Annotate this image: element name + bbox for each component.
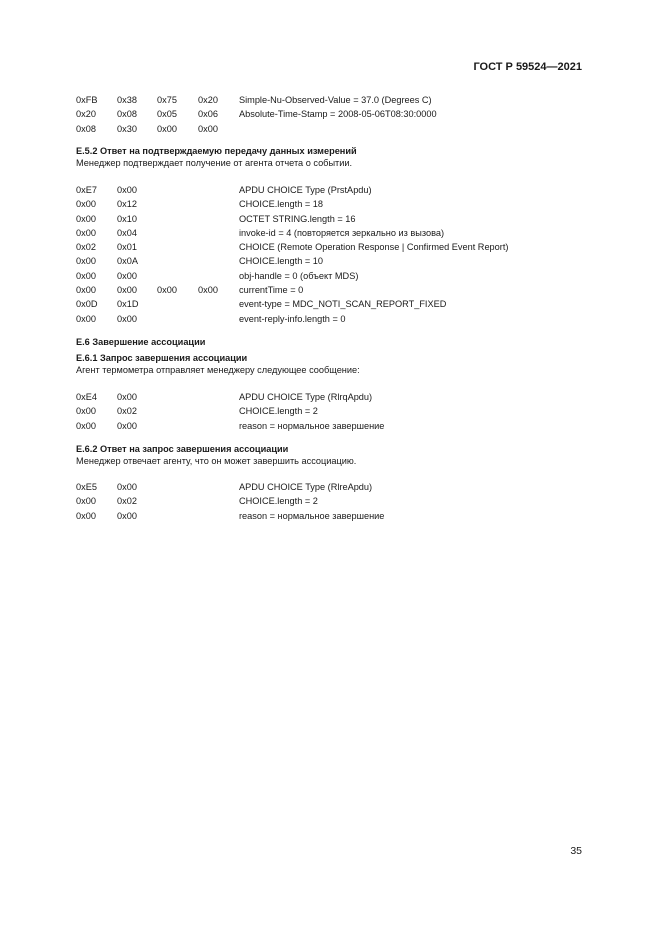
byte-value: 0x00 [117, 420, 137, 431]
field-description: CHOICE (Remote Operation Response | Confirmed Event Report) [239, 242, 509, 253]
section-e6 [76, 338, 586, 378]
subsection-heading: E.6.2 Ответ на запрос завершения ассоциации [76, 444, 289, 454]
byte-value: 0x00 [198, 123, 218, 134]
table-row [76, 125, 586, 139]
byte-value: 0x30 [117, 123, 137, 134]
field-description: reason = нормальное завершение [239, 510, 385, 521]
field-description: CHOICE.length = 2 [239, 496, 318, 507]
table-row [76, 229, 586, 243]
byte-value: 0x00 [76, 313, 96, 324]
paragraph: Менеджер подтверждает получение от агента отчета о событии. [76, 158, 353, 168]
table-row [76, 286, 586, 300]
section-e62 [76, 445, 586, 469]
byte-value: 0x00 [76, 199, 96, 210]
byte-value: 0x00 [76, 256, 96, 267]
byte-value: 0x10 [117, 213, 137, 224]
byte-value: 0x02 [76, 242, 96, 253]
byte-value: 0x00 [76, 285, 96, 296]
field-description: Absolute-Time-Stamp = 2008-05-06T08:30:0000 [239, 109, 437, 120]
table-row [76, 483, 586, 497]
table-row [76, 215, 586, 229]
field-description: APDU CHOICE Type (RlreApdu) [239, 482, 373, 492]
byte-value: 0x04 [117, 227, 137, 238]
byte-value: 0x00 [117, 185, 137, 195]
table-row [76, 186, 586, 200]
byte-value: 0x38 [117, 95, 137, 105]
field-description: CHOICE.length = 2 [239, 406, 318, 417]
byte-value: 0x00 [117, 313, 137, 324]
byte-value: 0x08 [76, 123, 96, 134]
table-row [76, 200, 586, 214]
byte-value: 0x08 [117, 109, 137, 120]
field-description: event-type = MDC_NOTI_SCAN_REPORT_FIXED [239, 299, 447, 310]
byte-value: 0x02 [117, 496, 137, 507]
section-e52 [76, 147, 586, 171]
byte-value: 0xFB [76, 95, 98, 105]
byte-value: 0x0D [76, 299, 98, 310]
table-row [76, 272, 586, 286]
byte-value: 0x00 [117, 482, 137, 492]
byte-value: 0x12 [117, 199, 137, 210]
table-row [76, 497, 586, 511]
field-description: CHOICE.length = 10 [239, 256, 324, 267]
byte-value: 0x00 [198, 285, 218, 296]
field-description: event-reply-info.length = 0 [239, 313, 346, 324]
byte-table-4 [76, 483, 586, 526]
byte-value: 0x00 [76, 270, 96, 281]
table-row [76, 243, 586, 257]
byte-value: 0x01 [117, 242, 137, 253]
table-row [76, 512, 586, 526]
paragraph: Агент термометра отправляет менеджеру следующее сообщение: [76, 365, 360, 375]
byte-value: 0x00 [157, 285, 177, 296]
table-row [76, 315, 586, 329]
section-heading: E.5.2 Ответ на подтверждаемую передачу данных измерений [76, 146, 357, 156]
field-description: reason = нормальное завершение [239, 420, 385, 431]
byte-value: 0x0A [117, 256, 138, 267]
byte-value: 0x1D [117, 299, 139, 310]
field-description: CHOICE.length = 18 [239, 199, 324, 210]
byte-value: 0x06 [198, 109, 218, 120]
byte-value: 0x00 [76, 420, 96, 431]
field-description: invoke-id = 4 (повторяется зеркально из вызова) [239, 227, 445, 238]
byte-table-1 [76, 96, 586, 139]
byte-value: 0x00 [117, 392, 137, 402]
page-number: 35 [570, 845, 582, 857]
byte-value: 0xE7 [76, 185, 97, 195]
field-description: APDU CHOICE Type (PrstApdu) [239, 185, 372, 195]
subsection-heading: E.6.1 Запрос завершения ассоциации [76, 353, 248, 363]
byte-value: 0x20 [76, 109, 96, 120]
byte-value: 0x00 [117, 285, 137, 296]
byte-value: 0x00 [76, 496, 96, 507]
byte-value: 0x75 [157, 95, 177, 105]
table-row [76, 300, 586, 314]
byte-value: 0xE5 [76, 482, 97, 492]
table-row [76, 110, 586, 124]
table-row [76, 96, 586, 110]
field-description: APDU CHOICE Type (RlrqApdu) [239, 392, 373, 402]
byte-value: 0x00 [76, 406, 96, 417]
byte-value: 0x00 [76, 227, 96, 238]
byte-value: 0xE4 [76, 392, 97, 402]
field-description: currentTime = 0 [239, 285, 304, 296]
byte-value: 0x00 [117, 510, 137, 521]
byte-value: 0x00 [76, 510, 96, 521]
field-description: OCTET STRING.length = 16 [239, 213, 356, 224]
byte-table-3 [76, 393, 586, 436]
table-row [76, 257, 586, 271]
byte-value: 0x02 [117, 406, 137, 417]
byte-value: 0x20 [198, 95, 218, 105]
byte-table-2 [76, 186, 586, 329]
section-heading: E.6 Завершение ассоциации [76, 337, 206, 347]
byte-value: 0x05 [157, 109, 177, 120]
table-row [76, 393, 586, 407]
field-description: obj-handle = 0 (объект MDS) [239, 270, 359, 281]
byte-value: 0x00 [117, 270, 137, 281]
field-description: Simple-Nu-Observed-Value = 37.0 (Degrees C) [239, 95, 432, 105]
table-row [76, 422, 586, 436]
paragraph: Менеджер отвечает агенту, что он может завершить ассоциацию. [76, 456, 357, 466]
table-row [76, 407, 586, 421]
byte-value: 0x00 [76, 213, 96, 224]
document-header: ГОСТ Р 59524—2021 [473, 61, 582, 73]
byte-value: 0x00 [157, 123, 177, 134]
